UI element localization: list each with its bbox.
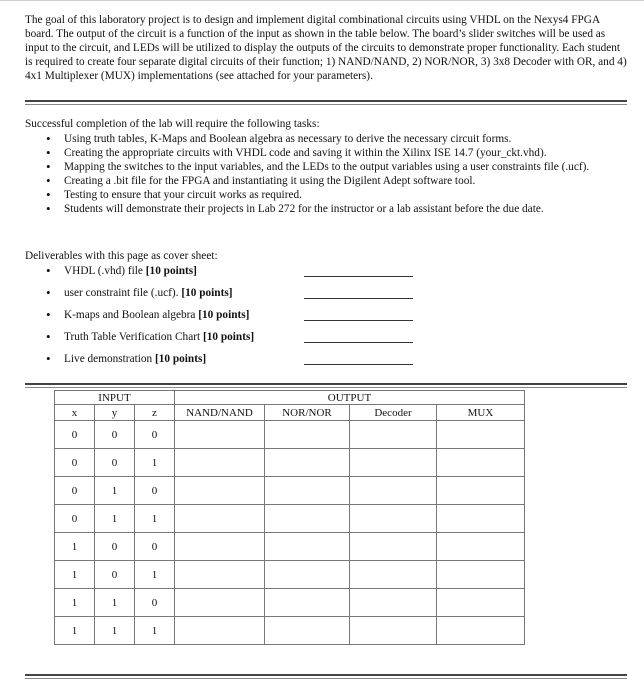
- cell-decoder[interactable]: [350, 617, 437, 645]
- deliverable-points: [10 points]: [154, 353, 207, 365]
- cell-mux[interactable]: [437, 589, 525, 617]
- cell-z: 1: [135, 561, 175, 589]
- table-row: [55, 589, 525, 617]
- deliverable-label: user constraint file (.ucf).: [64, 287, 182, 299]
- section-divider-3: [25, 674, 627, 679]
- task-item: • Creating the appropriate circuits with VHDL code and saving it within the Xilinx ISE 14.7 (your_ckt.vhd).: [44, 146, 629, 160]
- cell-nor-nor[interactable]: [265, 617, 350, 645]
- table-row: [55, 421, 525, 449]
- signoff-blank[interactable]: [304, 342, 413, 343]
- deliverable-label: Truth Table Verification Chart: [64, 331, 203, 343]
- cell-nand-nand[interactable]: [175, 589, 265, 617]
- deliverables-lead: Deliverables with this page as cover sheet:: [25, 250, 218, 262]
- table-row: [55, 617, 525, 645]
- deliverable-truth-table: [44, 330, 424, 352]
- cell-x: 1: [55, 533, 95, 561]
- deliverable-points: [10 points]: [198, 309, 250, 321]
- cell-nor-nor[interactable]: [265, 505, 350, 533]
- deliverable-label: K-maps and Boolean algebra: [64, 309, 199, 321]
- cell-nor-nor[interactable]: [265, 421, 350, 449]
- input-header: INPUT: [55, 391, 175, 405]
- cell-y: 0: [95, 561, 135, 589]
- cell-nand-nand[interactable]: [175, 477, 265, 505]
- cell-decoder[interactable]: [350, 477, 437, 505]
- cell-nor-nor[interactable]: [265, 561, 350, 589]
- cell-decoder[interactable]: [350, 449, 437, 477]
- cell-x: 0: [55, 505, 95, 533]
- col-nand-nand: NAND/NAND: [175, 405, 265, 421]
- col-y: y: [95, 405, 135, 421]
- task-item: • Mapping the switches to the input variables, and the LEDs to the output variables using a user constraints file (.ucf).: [44, 160, 629, 174]
- cell-y: 0: [95, 449, 135, 477]
- cell-z: 0: [135, 533, 175, 561]
- deliverable-label: VHDL (.vhd) file: [64, 265, 146, 277]
- col-mux: MUX: [437, 405, 525, 421]
- table-row: [55, 505, 525, 533]
- cell-decoder[interactable]: [350, 533, 437, 561]
- cell-x: 1: [55, 561, 95, 589]
- output-header: OUTPUT: [175, 391, 525, 405]
- deliverable-demo: [44, 352, 424, 374]
- cell-z: 0: [135, 421, 175, 449]
- deliverable-ucf: [44, 286, 424, 308]
- cell-nor-nor[interactable]: [265, 533, 350, 561]
- cell-y: 0: [95, 421, 135, 449]
- deliverable-points: [10 points]: [202, 331, 255, 343]
- cell-y: 1: [95, 617, 135, 645]
- cell-y: 1: [95, 505, 135, 533]
- cell-nand-nand[interactable]: [175, 617, 265, 645]
- cell-mux[interactable]: [437, 505, 525, 533]
- cell-mux[interactable]: [437, 533, 525, 561]
- cell-nor-nor[interactable]: [265, 589, 350, 617]
- cell-mux[interactable]: [437, 477, 525, 505]
- cell-z: 1: [135, 505, 175, 533]
- cell-x: 1: [55, 617, 95, 645]
- cell-decoder[interactable]: [350, 561, 437, 589]
- tasks-lead: Successful completion of the lab will require the following tasks:: [25, 118, 320, 130]
- cell-nor-nor[interactable]: [265, 477, 350, 505]
- cell-nand-nand[interactable]: [175, 505, 265, 533]
- col-x: x: [55, 405, 95, 421]
- cell-x: 1: [55, 589, 95, 617]
- task-item: • Creating a .bit file for the FPGA and instantiating it using the Digilent Adept software tool.: [44, 174, 629, 188]
- intro-paragraph: The goal of this laboratory project is to design and implement digital combinational circuits using VHDL on the Nexys4 FPGA board. The output of the circuit is a function of the input as shown in the table below. The board’s slider switches will be used as input to the circuit, and LEDs will be utilized to display the outputs of the circuits to demonstrate proper functionality. Each student is required to create four separate digital circuits of their function; 1) NAND/NAND, 2) NOR/NOR, 3) 3x8 Decoder with OR, and 4) 4x1 Multiplexer (MUX) implementations (see attached for your parameters).: [25, 14, 627, 82]
- cell-mux[interactable]: [437, 561, 525, 589]
- signoff-blank[interactable]: [304, 364, 413, 365]
- cell-x: 0: [55, 449, 95, 477]
- tasks-list: [44, 132, 629, 216]
- cell-y: 1: [95, 477, 135, 505]
- table-row: [55, 477, 525, 505]
- table-row: [55, 533, 525, 561]
- cell-nand-nand[interactable]: [175, 533, 265, 561]
- cell-decoder[interactable]: [350, 589, 437, 617]
- cell-decoder[interactable]: [350, 505, 437, 533]
- cell-nand-nand[interactable]: [175, 421, 265, 449]
- table-row: [55, 449, 525, 477]
- col-z: z: [135, 405, 175, 421]
- signoff-blank[interactable]: [304, 298, 413, 299]
- truth-table: [54, 390, 525, 645]
- section-divider-2: [25, 383, 627, 388]
- task-item: • Testing to ensure that your circuit works as required.: [44, 188, 629, 202]
- deliverable-vhdl: [44, 264, 424, 286]
- cell-nor-nor[interactable]: [265, 449, 350, 477]
- deliverable-points: [10 points]: [181, 287, 233, 299]
- cell-z: 1: [135, 449, 175, 477]
- cell-decoder[interactable]: [350, 421, 437, 449]
- cell-nand-nand[interactable]: [175, 561, 265, 589]
- top-edge-line: [0, 0, 644, 1]
- task-item: • Students will demonstrate their projects in Lab 272 for the instructor or a lab assistant before the due date.: [44, 202, 629, 216]
- deliverable-points: [10 points]: [145, 265, 197, 277]
- cell-x: 0: [55, 421, 95, 449]
- section-divider-1: [25, 100, 627, 105]
- cell-y: 0: [95, 533, 135, 561]
- deliverable-label: Live demonstration: [64, 353, 155, 365]
- cell-mux[interactable]: [437, 449, 525, 477]
- cell-mux[interactable]: [437, 421, 525, 449]
- table-row: [55, 561, 525, 589]
- signoff-blank[interactable]: [304, 320, 413, 321]
- col-decoder: Decoder: [350, 405, 437, 421]
- cell-mux[interactable]: [437, 617, 525, 645]
- deliverable-kmaps: [44, 308, 424, 330]
- cell-z: 1: [135, 617, 175, 645]
- signoff-blank[interactable]: [304, 276, 413, 277]
- col-nor-nor: NOR/NOR: [265, 405, 350, 421]
- cell-nand-nand[interactable]: [175, 449, 265, 477]
- deliverables-list: [44, 264, 424, 374]
- cell-y: 1: [95, 589, 135, 617]
- cell-x: 0: [55, 477, 95, 505]
- cell-z: 0: [135, 589, 175, 617]
- cell-z: 0: [135, 477, 175, 505]
- task-item: • Using truth tables, K-Maps and Boolean algebra as necessary to derive the necessary circuit forms.: [44, 132, 629, 146]
